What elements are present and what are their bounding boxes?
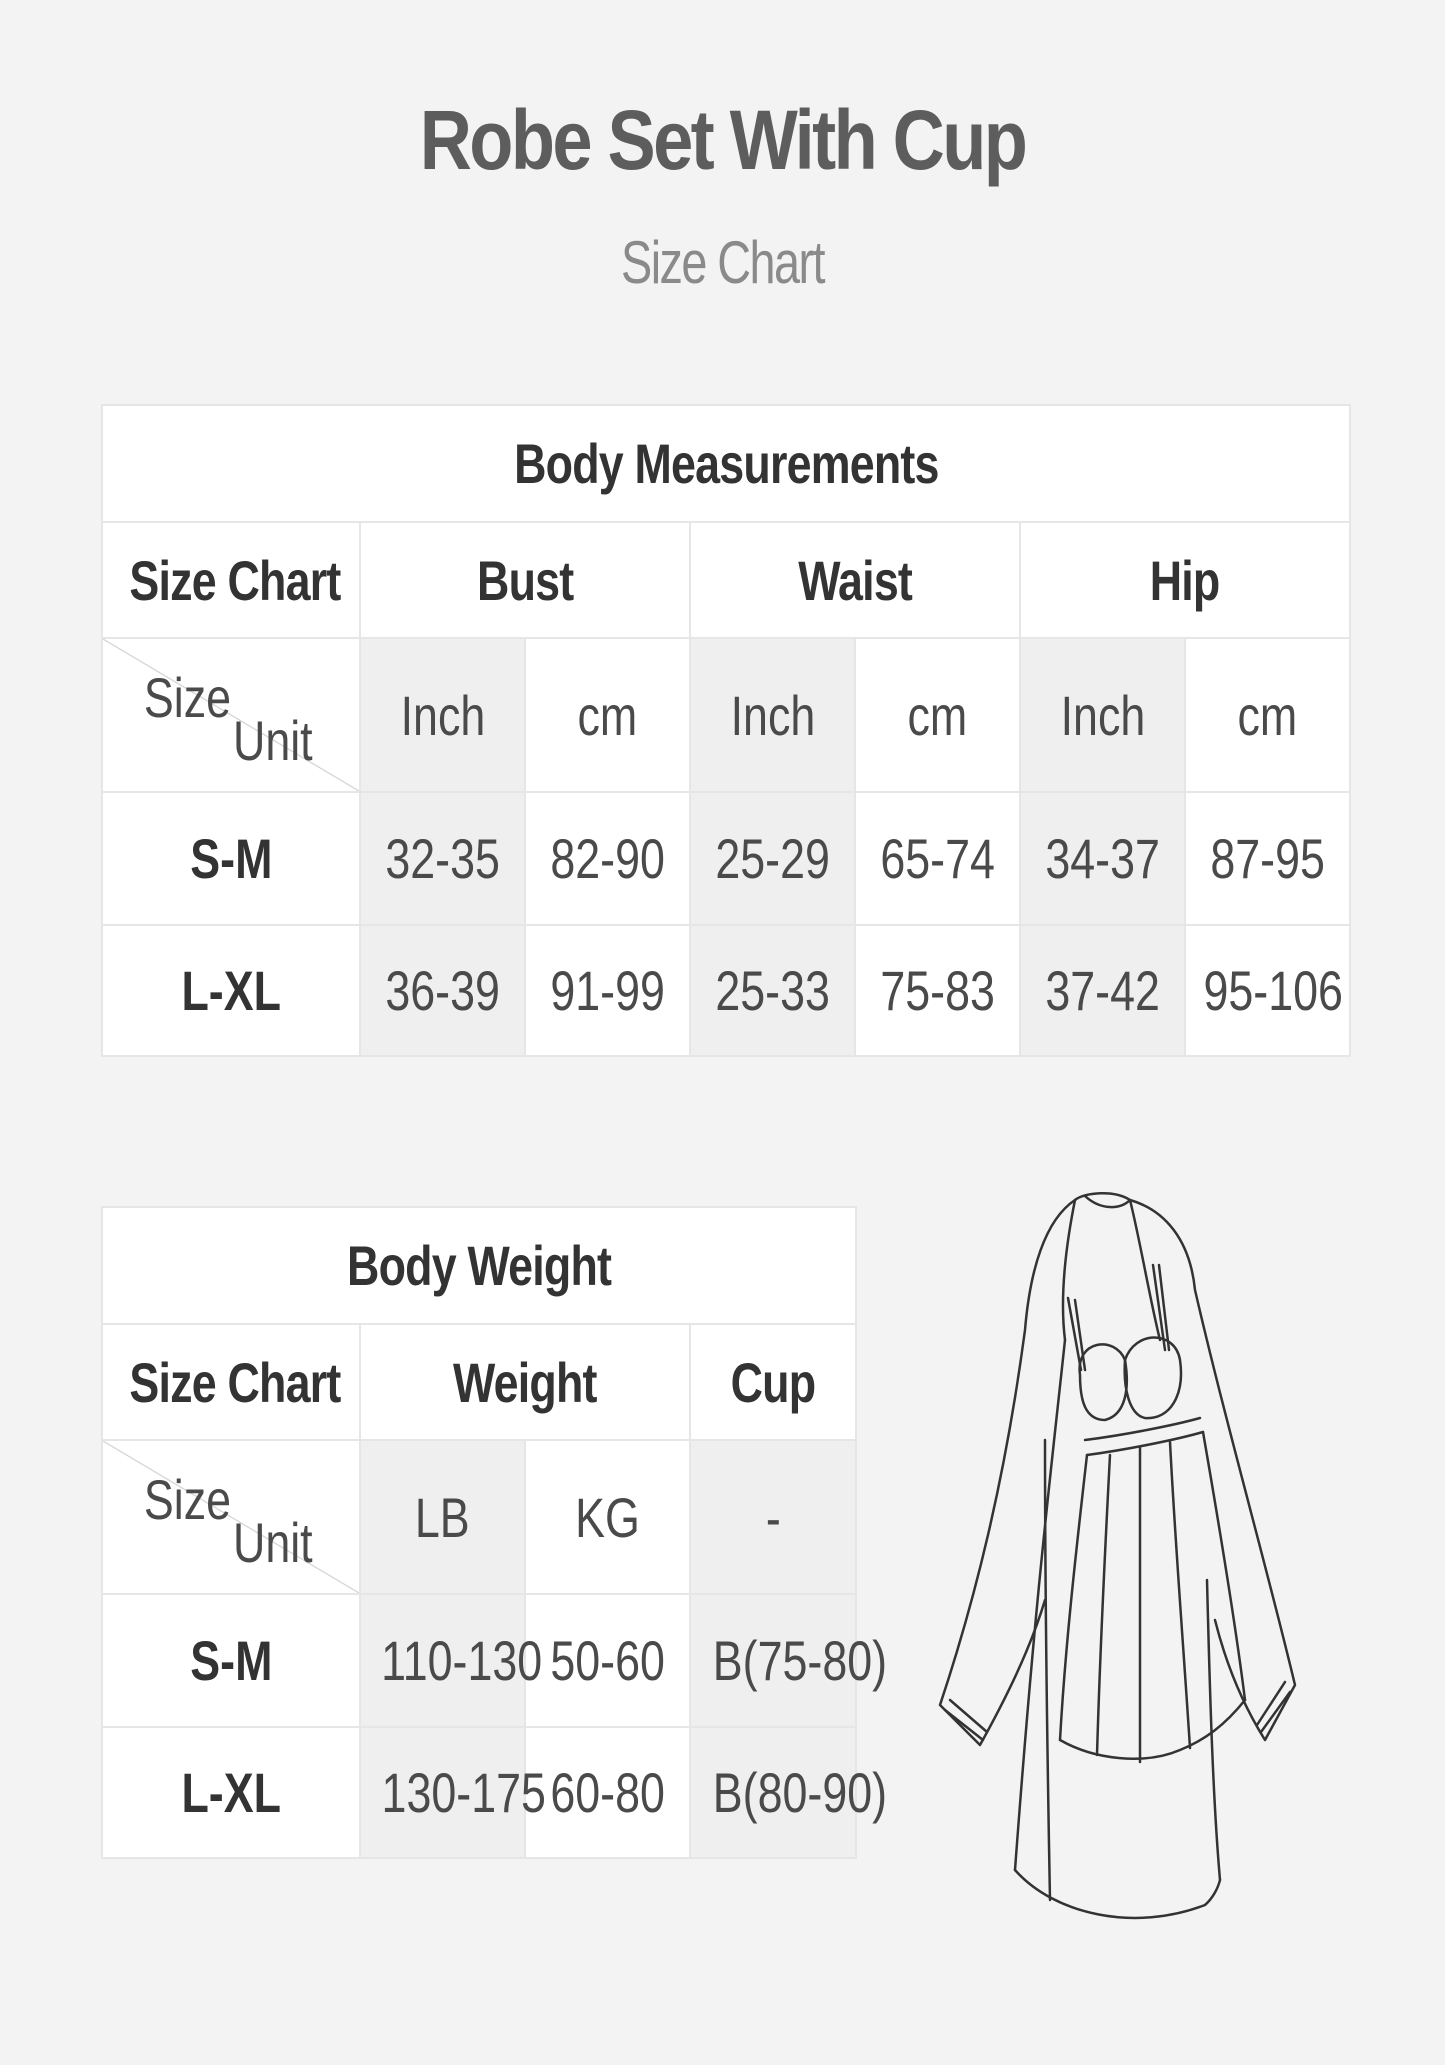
table-row	[102, 925, 1350, 1056]
table-row	[102, 1594, 856, 1727]
value-cell: 50-60	[525, 1594, 690, 1727]
size-chart-header: Size Chart	[102, 1324, 360, 1440]
value-cell: 87-95	[1185, 792, 1350, 925]
value-cell: 130-175	[360, 1727, 525, 1858]
value-cell: B(75-80)	[690, 1594, 856, 1727]
unit-cell: Inch	[1020, 638, 1185, 792]
value-cell: 36-39	[360, 925, 525, 1056]
size-unit-diagonal-cell	[102, 1440, 360, 1594]
bust-header: Bust	[360, 522, 690, 638]
size-label: Size	[143, 1468, 232, 1531]
unit-cell: cm	[1185, 638, 1350, 792]
table-row	[102, 1727, 856, 1858]
body-weight-table	[101, 1206, 888, 1859]
value-cell: 32-35	[360, 792, 525, 925]
size-label-cell: L-XL	[102, 925, 360, 1056]
hip-header: Hip	[1020, 522, 1350, 638]
size-label-cell: L-XL	[102, 1727, 360, 1858]
table-caption: Body Weight	[102, 1207, 856, 1324]
value-cell: 25-33	[690, 925, 855, 1056]
size-label-cell: S-M	[102, 792, 360, 925]
unit-cell: LB	[360, 1440, 525, 1594]
value-cell: 110-130	[360, 1594, 525, 1727]
weight-header: Weight	[360, 1324, 690, 1440]
value-cell: 82-90	[525, 792, 690, 925]
unit-cell: cm	[525, 638, 690, 792]
waist-header: Waist	[690, 522, 1020, 638]
unit-cell: -	[690, 1440, 856, 1594]
cup-header: Cup	[690, 1324, 856, 1440]
unit-cell: Inch	[690, 638, 855, 792]
body-measurements-table	[101, 404, 1351, 1057]
value-cell: 25-29	[690, 792, 855, 925]
value-cell: B(80-90)	[690, 1727, 856, 1858]
size-label-cell: S-M	[102, 1594, 360, 1727]
size-chart-header: Size Chart	[102, 522, 360, 638]
unit-cell: Inch	[360, 638, 525, 792]
unit-cell: cm	[855, 638, 1020, 792]
value-cell: 34-37	[1020, 792, 1185, 925]
value-cell: 75-83	[855, 925, 1020, 1056]
size-unit-diagonal-cell	[102, 638, 360, 792]
page-subtitle: Size Chart	[621, 229, 824, 296]
robe-with-cup-dress-illustration-icon	[935, 1180, 1315, 1940]
unit-label: Unit	[233, 709, 314, 772]
table-row	[102, 792, 1350, 925]
table-caption: Body Measurements	[102, 405, 1350, 522]
size-label: Size	[143, 666, 232, 729]
value-cell: 60-80	[525, 1727, 690, 1858]
value-cell: 65-74	[855, 792, 1020, 925]
value-cell: 37-42	[1020, 925, 1185, 1056]
unit-cell: KG	[525, 1440, 690, 1594]
value-cell: 95-106	[1185, 925, 1350, 1056]
value-cell: 91-99	[525, 925, 690, 1056]
page-title: Robe Set With Cup	[419, 93, 1026, 187]
unit-label: Unit	[233, 1511, 314, 1574]
